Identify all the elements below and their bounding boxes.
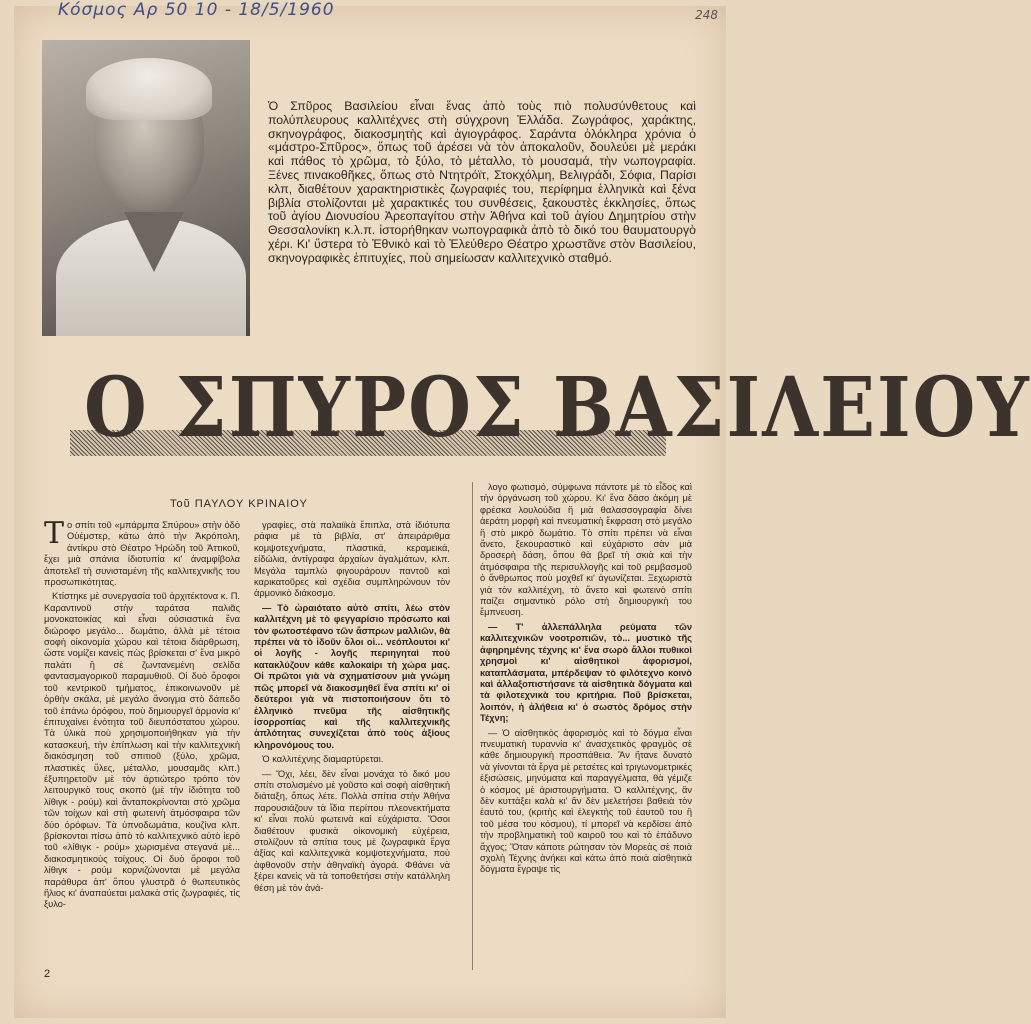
col3-paragraph: — Ὁ αἰσθητικὸς ἀφορισμὸς καὶ τὸ δόγμα εἶναι πνευματικὴ τυραννία κι' ἀνασχετικὸς φραγμὸς σὲ κάθε δημιουργικὴ προσπάθεια. Ἂν ἤτανε δυνατὸ νὰ γίνονται τὰ ἔργα μὲ ρετσέτες καὶ τριγωνομετρικὲς ἐξισώσεις, μηνύματα καὶ παραγγέλματα, θὰ γέμιζε ὁ κόσμος μὲ ἀριστουργήματα. Ὁ καλλιτέχνης, ἂν δὲν κυττάξει καλὰ κι' ἂν δὲν μελετήσει βαθειὰ τὸν ἑαυτό του, (κριτὴς καὶ ἐλεγκτὴς τοῦ ἑαυτοῦ του ἢ τοῦ μέσα του κόσμου), τί μπορεῖ νὰ κερδίσει ἀπὸ τὴν προβληματικὴ τοῦ καιροῦ του καὶ τὸ ἐπάδυνο ἄχγος; Ὅταν κάποτε ρώτησαν τὸν Μορεὰς σὲ ποιὰ σχολὴ Τέχνης ἀνήκει καὶ κάτω ἀπὸ ποιὰ αἰσθητικὰ δόγματα ἔγραψε τὶς — [480, 727, 692, 875]
drop-cap: Τ — [44, 516, 65, 551]
handwritten-annotation: Κόσμος Αρ 50 10 - 18/5/1960 — [58, 0, 335, 20]
col2-paragraph: γραφίες, στὰ παλαιϊκὰ ἔπιπλα, στὰ ἰδιότυπα ράφια μὲ τὰ βιβλία, στ' ἀπειράριθμα κομψοτεχνήματα, πλαστικά, κεραμεικά, εἰδώλια, ἀντίγραφα ἀρχαίων ἀγαλμάτων, κλπ. Μεγάλα ταμπλὼ φιγουράρουν παντοῦ καὶ καρικατοῦρες καὶ σχέδια συμπληρώνουν τὸν ἁρμονικὸ διάκοσμο. — [254, 520, 450, 599]
col1-paragraph: Κτίστηκε μὲ συνεργασία τοῦ ἀρχιτέκτονα κ. Π. Καραντινοῦ στὴν ταράτσα παλιᾶς μονοκατοικίας καὶ εἶναι οὐσιαστικὰ ἕνα διώροφο μεγάλο... δωμάτιο, ἀλλὰ μὲ τέτοια σοφὴ οἰκονομία χώρου καὶ τέτοια διάρθρωση, ὥστε νομίζει κανεὶς πὼς βρίσκεται σ' ἕνα μικρὸ παλάτι ἢ σὲ ζωντανεμένη σελίδα φαντασμαγορικοῦ παραμυθιοῦ. Οἱ δυὸ ὄροφοι τοῦ κεντρικοῦ τμήματος, ἐπικοινωνοῦν μὲ ὀρθὴν σκάλα, μὲ μεγάλο ἄνοιγμα στὸ δάπεδο τοῦ ἐπάνω ὀρόφου, ποὺ δημιουργεῖ ἁρμονία κι' ἐπιτυχαίνει ἑνότητα τοῦ διευπόστατου χώρου. Τὰ ὑλικὰ ποὺ χρησιμοποιήθηκαν γιὰ τὴν κατασκευή, τὴν ἐπίπλωση καὶ τὴν καλλιτεχνικὴ διακόσμηση τοῦ σπιτιοῦ (ξύλο, χρῶμα, πλαστικὲς ὕλες, μέταλλο, μουσαμᾶς κλπ.) ἐξυπηρετοῦν μὲ τὸν ἀρτιώτερο τρόπο τὸν λειτουργικὸ τους σκοπὸ (μὲ τὴν ἰδιότητα τοῦ λίθιγκ - ρούμ) καὶ ἄνταποκρίνονται στὸ χρῶμα τῶν τοίχων καὶ στὴ φωτεινὴ ἀτμόσφαιρα τῶν δύο ὀρόφων. Τὰ ὑπνοδωμάτια, κουζίνα κλπ. βρίσκονται πίσω ἀπὸ τὸ καλλιτεχνικὸ αὐτὸ ἱερὸ τοῦ «λίθιγκ - ρούμ» χωρισμένα στεγανά μὲ... διακοσμητικοὺς τοίχους. Οἱ δυὸ ὄροφοι τοῦ λίθιγκ - ρούμ κορνιζώνονται μὲ μεγάλα παράθυρα ἀπ' ὅπου γλυστρᾶ ὁ θωπευτικὸς ἥλιος κι' ἀναπαύεται μαλακὰ στὶς ζωγραφιές, τὶς ξυλο- — [44, 591, 240, 910]
col3-paragraph: λογο φωτισμό, σύμφωνα πάντοτε μὲ τὸ εἶδος καὶ τὴν ὀργάνωση τοῦ χώρου. Κι' ἕνα δάσο ἀκόμη μὲ φρέσκα λουλούδια ἢ μιὰ θαλασσογραφία δίνει ἀεράτη μορφὴ καὶ πνευματικὴ ἔκφραση στὸ μεγάλο ἢ στὸ μικρὸ δωμάτιο. Τὸ σπίτι πρέπει νὰ εἶναι ἄνετο, ξεκουραστικὸ καὶ εὐχάριστο σὰν μιὰ δροσερὴ δάση, ὅπου θὰ βρεῖ τὴ σκιὰ καὶ τὴν ἀτμόσφαιρα τῆς περισυλλογῆς καὶ τοῦ ρεμβασμοῦ ὁ ἄνθρωπος ποὺ μοχθεῖ κι' ἀγωνίζεται. Ξεχωριστὰ γιὰ τὸν καλλιτέχνη, τὸ ἄνετο καὶ φωτεινὸ σπίτι παίζει σημαντικὸ ρόλο στὴ δημιουργικὴ του ἔμπνευση. — [480, 482, 692, 618]
col2-paragraph: Ὁ καλλιτέχνης διαμαρτύρεται. — [262, 754, 384, 765]
page-number: 2 — [44, 968, 51, 980]
author-byline: Τοῦ ΠΑΥΛΟΥ ΚΡΙΝΑΙΟΥ — [170, 498, 308, 510]
col1-paragraph: ο σπίτι τοῦ «μπάρμπα Σπύρου» στὴν ὁδὸ Οὐέμστερ, κάτω ἀπὸ τὴν Ἀκρόπολη, ἀντίκρυ στὸ Θέατρο Ἡρώδη τοῦ Ἀττικοῦ, ἔχει μιὰ σπάνια ἰδιοτυπία κι' ἀναμφίβολα ἀποτελεῖ τὴ συνισταμένη τῆς καλλιτεχνικῆς του προσωπικότητας. — [44, 520, 240, 588]
portrait-photo — [42, 40, 250, 336]
col2-paragraph: — Τὸ ὡραιότατο αὐτὸ σπίτι, λέω στὸν καλλιτέχνη μὲ τὸ φεγγαρίσιο πρόσωπο καὶ τὸν φωτοστέφανο τῶν ἄσπρων μαλλιῶν, θὰ πρέπει νὰ τὸ ἰδοῦν ὅλοι οἱ... νεόπλουτοι κι' οἱ λογῆς - λογῆς περιηγηταὶ ποὺ κατακλύζουν κάθε καλοκαίρι τὴ χώρα μας. Οἱ πρῶτοι γιὰ νὰ σχηματίσουν μιὰ γνώμη πῶς μπορεῖ νὰ διακοσμηθεῖ ἕνα σπίτι κι' οἱ δεύτεροι γιὰ νὰ πιστοποιήσουν ὅτι τὸ ἑλληνικὸ πνεῦμα τῆς αἰσθητικῆς ἰσορροπίας καὶ τῆς καλλιτεχνικῆς ἁπλότητας συνεχίζεται ἀπὸ τοὺς ἀξίους κληρονόμους του. — [254, 602, 450, 750]
column-divider — [472, 482, 473, 970]
intro-paragraph: Ὁ Σπῦρος Βασιλείου εἶναι ἕνας ἀπὸ τοὺς πιὸ πολυσύνθετους καὶ πολύπλευρους καλλιτέχνες στὴ σύγχρονη Ἑλλάδα. Ζωγράφος, χαράκτης, σκηνογράφος, διακοσμητὴς καὶ ἁγιογράφος. Σαράντα ὁλόκληρα χρόνια ὁ «μάστρο-Σπῦρος», ὅπως τοῦ ἀρέσει νὰ τὸν ἀποκαλοῦν, δουλεύει μὲ μεράκι καὶ πάθος τὸ χρῶμα, τὸ ξύλο, τὸ μέταλλο, τὸ μουσαμά, τὴν νωπογραφία. Ξένες πινακοθῆκες, ὅπως στὸ Ντητρόϊτ, Στοκχόλμη, Βελιγράδι, Σόφια, Παρίσι κλπ, διαθέτουν χαρακτηριστικὲς ζωγραφιές του, περίφημα ἑλληνικὰ καὶ ξένα βιβλία στολίζονται μὲ χαρακτικές του συνθέσεις, ξακουστὲς ἐκκλησίες, ὅπως τοῦ ἁγίου Διονυσίου Ἀρεοπαγίτου στὴν Ἀθήνα καὶ τοῦ ἁγίου Δημητρίου στὴν Θεσσαλονίκη κ.λ.π. ἱστορήθηκαν νωπογραφικὰ ἀπὸ τὸ δικό του θαυματουργὸ χέρι. Κι' ὕστερα τὸ Ἐθνικὸ καὶ τὸ Ἐλεύθερο Θέατρο χρωστᾶνε στὸν Βασιλείου, σκηνογραφικὲς ἐπιτυχίες, ποὺ σημείωσαν καλλιτεχνικὸ σταθμό. — [268, 99, 696, 265]
column-1 — [44, 516, 240, 914]
column-2 — [254, 520, 450, 897]
portrait-hair — [86, 58, 212, 120]
article-title: Ο ΣΠΥΡΟΣ ΒΑΣΙΛΕΙΟΥ — [84, 357, 1031, 456]
column-3 — [480, 482, 692, 879]
col3-paragraph: — Τ' ἀλλεπάλληλα ρεύματα τῶν καλλιτεχνικῶν νοοτροπιῶν, τὸ... μυστικὸ τῆς ἀφηρημένης τέχνης κι' ἕνα σωρὸ ἄλλοι πυθικοὶ χρησμοὶ κι' αἰσθητικοὶ ἀφορισμοί, καταπλάσματα, μπέρδεψαν τὸ φιλότεχνο κοινὸ καὶ ἀλλαξοπιστήσανε τὰ αἰσθητικὰ δόγματα καὶ τὰ φιλοτεχνικὰ του κριτήρια. Ποῦ βρίσκεται, λοιπόν, ἡ ἀλήθεια κι' ὁ σωστὸς δρόμος στὴν Τέχνη; — [480, 621, 692, 724]
handwritten-page-number: 248 — [695, 8, 718, 22]
col2-paragraph: — Ὄχι, λέει, δὲν εἶναι μονάχα τὸ δικό μου σπίτι στολισμένο μὲ γοῦστο καὶ σοφὴ αἰσθητικὴ διάταξη, ὅπως λέτε. Πολλὰ σπίτια στὴν Ἀθήνα παρουσιάζουν τὰ ἴδια περίπου πλεονεκτήματα κι' εἶναι πολὺ φωτεινὰ καὶ εὐχάριστα. Ὅσοι διαθέτουν φυσικὰ οἰκονομικὴ εὐχέρεια, στολίζουν τὰ σπίτια τους μὲ ζωγραφικὰ ἔργα ἀξίας καὶ καλλιτεχνικὰ κομψοτεχνήματα, ποὺ ἀφθονοῦν στὴν ἀθηναϊκὴ ἀγορά. Φθάνει νὰ ξέρει κανεὶς νὰ τὰ τοποθετήσει στὴν κατάλληλη θέση μὲ τὸν ἀνά- — [254, 768, 450, 893]
